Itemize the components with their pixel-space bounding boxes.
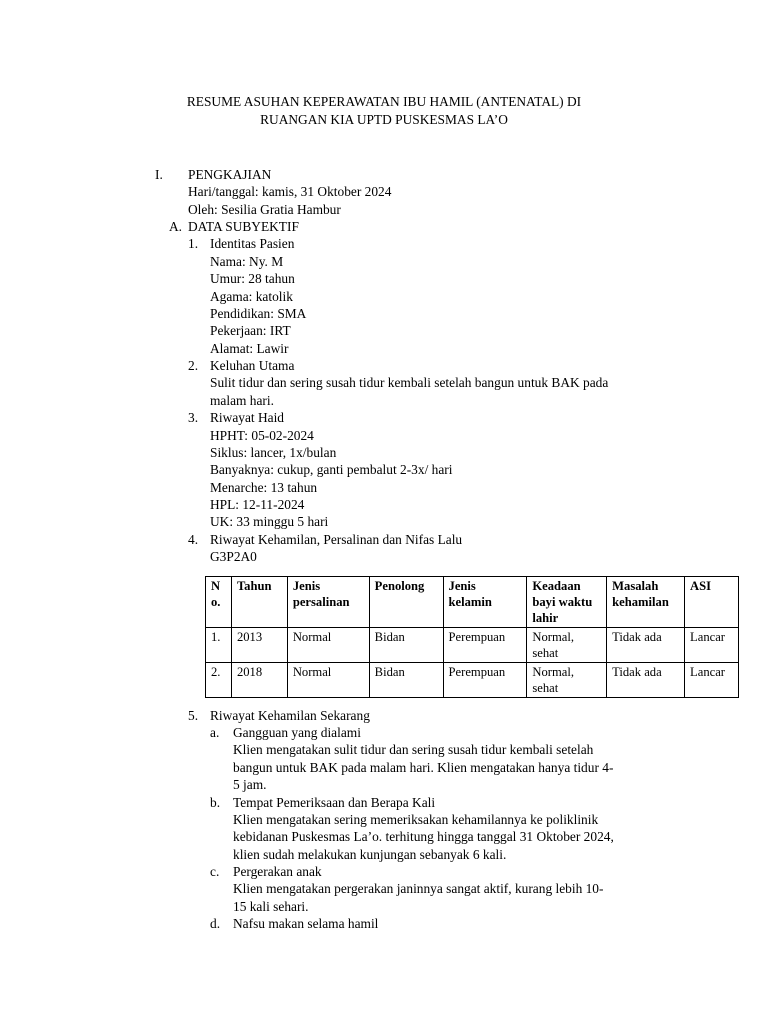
header-helper: Penolong (369, 577, 443, 628)
menstrual-line: Banyaknya: cukup, ganti pembalut 2-3x/ hari (210, 462, 453, 477)
subsection-letter: A. (169, 219, 183, 234)
item-line: Klien mengatakan pergerakan janinnya sangat aktif, kurang lebih 10- (233, 881, 604, 896)
history-number: 4. (188, 532, 199, 547)
table-row (206, 628, 739, 663)
menstrual-heading: Riwayat Haid (210, 410, 285, 425)
menstrual-line: HPHT: 05-02-2024 (210, 428, 314, 443)
cell-helper: Bidan (369, 663, 443, 698)
exam-date: Hari/tanggal: kamis, 31 Oktober 2024 (188, 184, 392, 199)
header-delivery-type: Jenis persalinan (287, 577, 369, 628)
title-line-1: RESUME ASUHAN KEPERAWATAN IBU HAMIL (ANTENATAL) DI (186, 94, 582, 109)
identity-heading: Identitas Pasien (210, 236, 295, 251)
cell-pregnancy-problem: Tidak ada (607, 628, 685, 663)
item-line: 15 kali sehari. (233, 899, 309, 914)
complaint-line: Sulit tidur dan sering susah tidur kembali setelah bangun untuk BAK pada (210, 375, 609, 390)
cell-delivery-type: Normal (287, 628, 369, 663)
item-heading: Tempat Pemeriksaan dan Berapa Kali (233, 795, 436, 810)
pregnancy-history-table (205, 576, 739, 698)
menstrual-number: 3. (188, 410, 199, 425)
document-title (0, 93, 768, 129)
cell-helper: Bidan (369, 628, 443, 663)
identity-line: Alamat: Lawir (210, 341, 289, 356)
header-sex: Jenis kelamin (443, 577, 527, 628)
identity-line: Pekerjaan: IRT (210, 323, 291, 338)
item-letter: c. (210, 864, 220, 879)
history-heading: Riwayat Kehamilan, Persalinan dan Nifas Lalu (210, 532, 463, 547)
cell-baby-condition: Normal, sehat (527, 628, 607, 663)
cell-breastfeeding: Lancar (685, 663, 739, 698)
item-heading: Nafsu makan selama hamil (233, 916, 379, 931)
section-numeral: I. (155, 167, 163, 182)
menstrual-line: HPL: 12-11-2024 (210, 497, 305, 512)
item-letter: d. (210, 916, 221, 931)
cell-breastfeeding: Lancar (685, 628, 739, 663)
gpa-value: G3P2A0 (210, 549, 257, 564)
item-line: klien sudah melakukan kunjungan sebanyak 6 kali. (233, 847, 507, 862)
menstrual-line: Menarche: 13 tahun (210, 480, 318, 495)
cell-delivery-type: Normal (287, 663, 369, 698)
item-heading: Gangguan yang dialami (233, 725, 361, 740)
complaint-line: malam hari. (210, 393, 274, 408)
item-line: Klien mengatakan sulit tidur dan sering susah tidur kembali setelah (233, 742, 594, 757)
header-year: Tahun (231, 577, 287, 628)
section-heading: PENGKAJIAN (188, 167, 272, 182)
header-baby-condition: Keadaan bayi waktu lahir (527, 577, 607, 628)
cell-sex: Perempuan (443, 663, 527, 698)
item-line: bangun untuk BAK pada malam hari. Klien mengatakan hanya tidur 4- (233, 760, 614, 775)
identity-line: Umur: 28 tahun (210, 271, 295, 286)
cell-year: 2018 (231, 663, 287, 698)
header-breastfeeding: ASI (685, 577, 739, 628)
item-line: 5 jam. (233, 777, 267, 792)
complaint-number: 2. (188, 358, 199, 373)
menstrual-line: Siklus: lancer, 1x/bulan (210, 445, 337, 460)
item-line: Klien mengatakan sering memeriksakan kehamilannya ke poliklinik (233, 812, 599, 827)
item-line: kebidanan Puskesmas La’o. terhitung hingga tanggal 31 Oktober 2024, (233, 829, 614, 844)
item-letter: b. (210, 795, 221, 810)
item-letter: a. (210, 725, 220, 740)
table-row (206, 663, 739, 698)
header-no: N o. (206, 577, 232, 628)
examiner: Oleh: Sesilia Gratia Hambur (188, 202, 341, 217)
title-line-2: RUANGAN KIA UPTD PUSKESMAS LA’O (260, 112, 508, 127)
current-heading: Riwayat Kehamilan Sekarang (210, 708, 370, 723)
header-pregnancy-problem: Masalah kehamilan (607, 577, 685, 628)
cell-sex: Perempuan (443, 628, 527, 663)
cell-no: 2. (206, 663, 232, 698)
subsection-heading: DATA SUBYEKTIF (188, 219, 299, 234)
menstrual-line: UK: 33 minggu 5 hari (210, 514, 329, 529)
cell-baby-condition: Normal, sehat (527, 663, 607, 698)
identity-number: 1. (188, 236, 199, 251)
cell-pregnancy-problem: Tidak ada (607, 663, 685, 698)
table-header-row (206, 577, 739, 628)
identity-line: Pendidikan: SMA (210, 306, 307, 321)
identity-line: Nama: Ny. M (210, 254, 284, 269)
complaint-heading: Keluhan Utama (210, 358, 295, 373)
item-heading: Pergerakan anak (233, 864, 322, 879)
identity-line: Agama: katolik (210, 289, 293, 304)
current-number: 5. (188, 708, 199, 723)
cell-no: 1. (206, 628, 232, 663)
cell-year: 2013 (231, 628, 287, 663)
